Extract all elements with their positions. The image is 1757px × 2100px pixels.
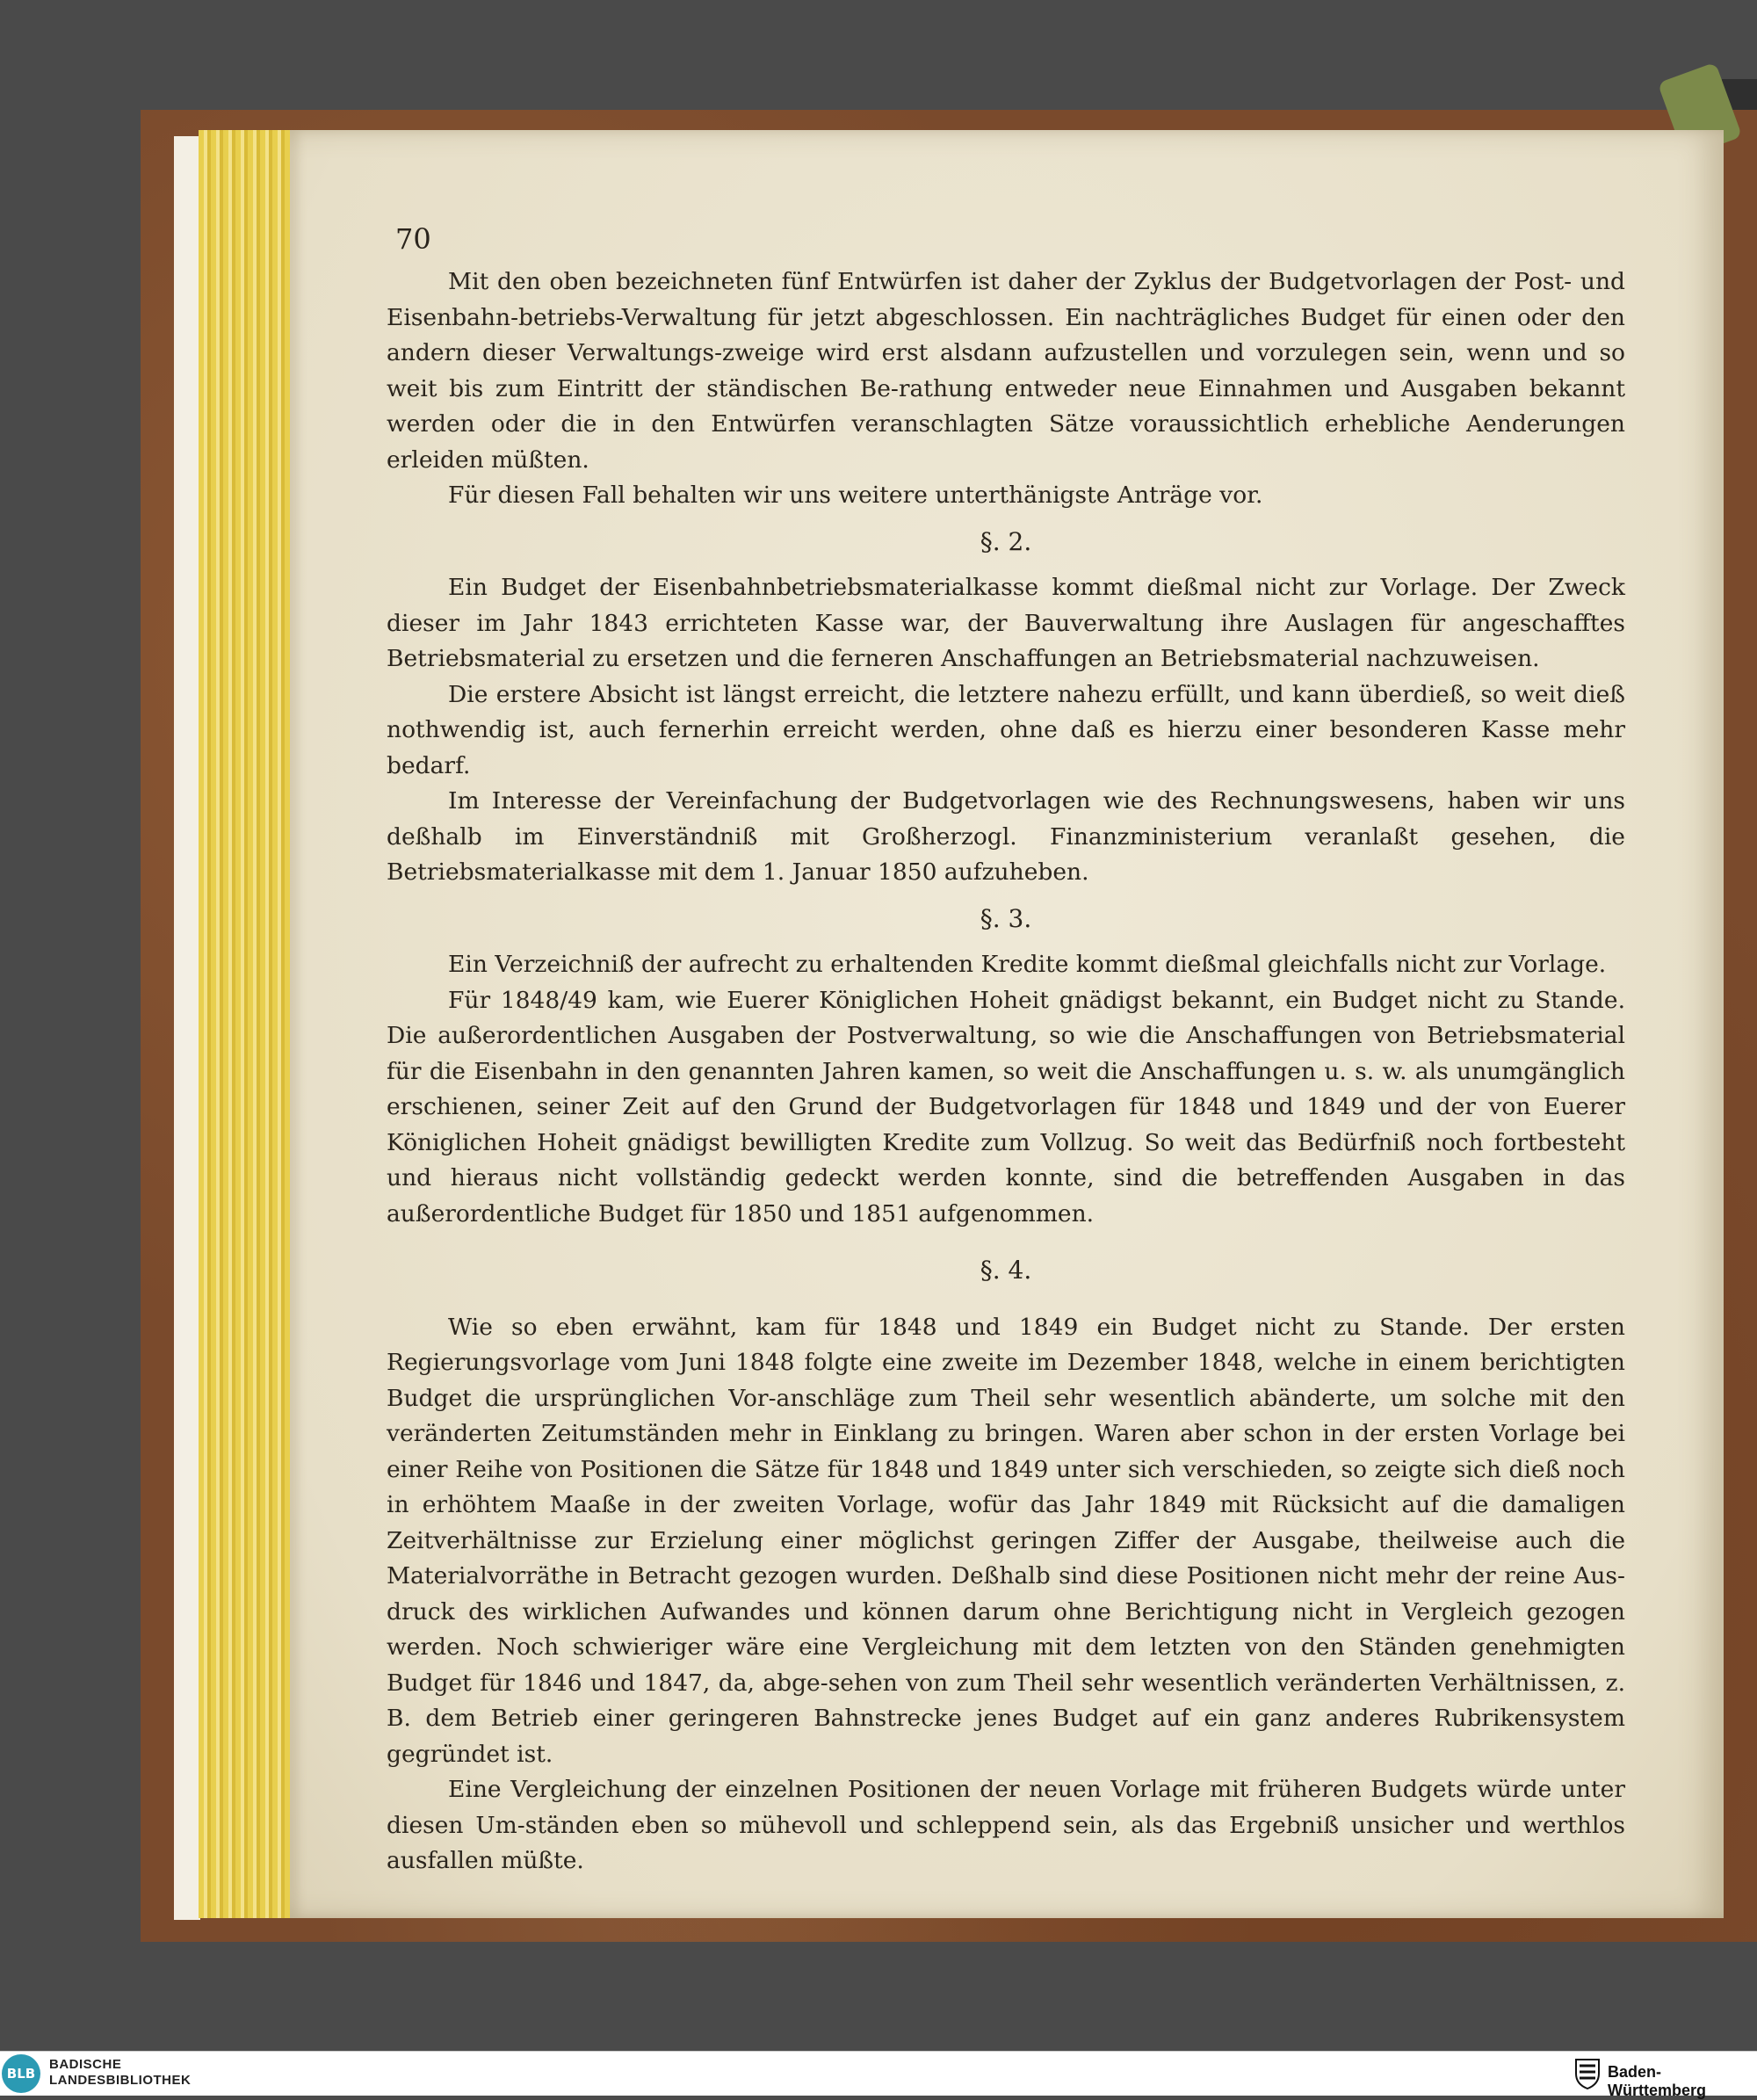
paragraph: Mit den oben bezeichneten fünf Entwürfen ist daher der Zyklus der Budgetvorlagen der Post- und Eisenbahn-betriebs-Verwaltung für jetzt abgeschlossen. Ein nachträgliches Budget für einen oder den andern dieser Verwaltungs-zweige wird erst alsdann aufzustellen und vorzulegen sein, wenn und so weit bis zum Eintritt der ständischen Be-rathung entweder neue Einnahmen und Ausgaben bekannt werden oder die in den Entwürfen veranschlagten Sätze voraussichtlich erhebliche Aenderungen erleiden müßten.: [387, 268, 1625, 474]
paragraph: Wie so eben erwähnt, kam für 1848 und 1849 ein Budget nicht zu Stande. Der ersten Regierungsvorlage vom Juni 1848 folgte eine zweite im Dezember 1848, welche in einem berichtigten Budget die ursprünglichen Vor-anschläge zum Theil sehr wesentlich abänderte, um solche mit den veränderten Zeitumständen mehr in Einklang zu bringen. Waren aber schon in der ersten Vorlage bei einer Reihe von Positionen die Sätze für 1848 und 1849 unter sich verschieden, so zeigte sich dieß noch in erhöhtem Maaße in der zweiten Vorlage, wofür das Jahr 1849 mit Rücksicht auf die damaligen Zeitverhältnisse zur Erzielung einer möglichst geringen Ziffer der Ausgabe, theilweise auch die Materialvorräthe in Betracht gezogen wurden. Deßhalb sind diese Positionen nicht mehr der reine Aus-druck des wirklichen Aufwandes und können darum ohne Berichtigung nicht in Vergleich gezogen werden. Noch schwieriger wäre eine Vergleichung mit dem letzten von den Ständen genehmigten Budget für 1846 und 1847, da, abge-sehen von zum Theil sehr wesentlich veränderten Verhältnissen, z. B. dem Betrieb einer geringeren Bahnstrecke jenes Budget auf ein ganz anderes Rubrikensystem gegründet ist.: [387, 1313, 1625, 1768]
footer-bar: [0, 2051, 1757, 2099]
library-name-line2: LANDESBIBLIOTHEK: [49, 2073, 192, 2088]
library-name-line1: BADISCHE: [49, 2057, 122, 2072]
paragraph: Ein Verzeichniß der aufrecht zu erhaltenden Kredite kommt dießmal gleichfalls nicht zur Vorlage.: [448, 951, 1607, 978]
page-number: 70: [395, 222, 431, 256]
page-edges-white: [174, 136, 200, 1920]
section-heading: §. 3.: [980, 903, 1032, 933]
blb-logo-icon[interactable]: BLB: [2, 2054, 40, 2093]
paragraph: Eine Vergleichung der einzelnen Positionen der neuen Vorlage mit früheren Budgets würde unter diesen Um-ständen eben so mühevoll und schleppend sein, als das Ergebniß unsicher und werthlos ausfallen müßte.: [387, 1776, 1625, 1874]
paragraph: Für diesen Fall behalten wir uns weitere unterthänigste Anträge vor.: [448, 482, 1263, 509]
page-text: [387, 224, 1625, 1879]
coat-of-arms-icon: [1574, 2058, 1601, 2089]
page-edges-gilt: [199, 130, 295, 1918]
paragraph: Die erstere Absicht ist längst erreicht, die letztere nahezu erfüllt, und kann überdieß, so weit dieß nothwendig ist, auch fernerhin erreicht werden, ohne daß es hierzu einer besonderen Kasse mehr bedarf.: [387, 680, 1625, 779]
section-heading: §. 2.: [980, 526, 1032, 556]
paragraph: Ein Budget der Eisenbahnbetriebsmaterialkasse kommt dießmal nicht zur Vorlage. Der Zweck dieser im Jahr 1843 errichteten Kasse war, der Bauverwaltung ihre Auslagen für angeschafftes Betriebsmaterial zu ersetzen und die ferneren Anschaffungen an Betriebsmaterial nachzuweisen.: [387, 574, 1625, 672]
section-heading: §. 4.: [980, 1256, 1032, 1285]
library-name[interactable]: [49, 2057, 191, 2089]
state-name[interactable]: Baden-Württemberg: [1608, 2063, 1706, 2099]
paragraph: Im Interesse der Vereinfachung der Budgetvorlagen wie des Rechnungswesens, haben wir uns deßhalb im Einverständniß mit Großherzogl. Finanzministerium veranlaßt gesehen, die Betriebsmaterialkasse mit dem 1. Januar 1850 aufzuheben.: [387, 787, 1625, 886]
paragraph: Für 1848/49 kam, wie Euerer Königlichen Hoheit gnädigst bekannt, ein Budget nicht zu Stande. Die außerordentlichen Ausgaben der Postverwaltung, so wie die Anschaffungen von Betriebsmaterial für die Eisenbahn in den genannten Jahren kamen, so weit die Anschaffungen u. s. w. als unumgänglich erschienen, seiner Zeit auf den Grund der Budgetvorlagen für 1848 und 1849 und der von Euerer Königlichen Hoheit gnädigst bewilligten Kredite zum Vollzug. So weit das Bedürfniß noch fortbesteht und hieraus nicht vollständig gedeckt werden konnte, sind die betreffenden Ausgaben in das außerordentliche Budget für 1850 und 1851 aufgenommen.: [387, 986, 1625, 1227]
